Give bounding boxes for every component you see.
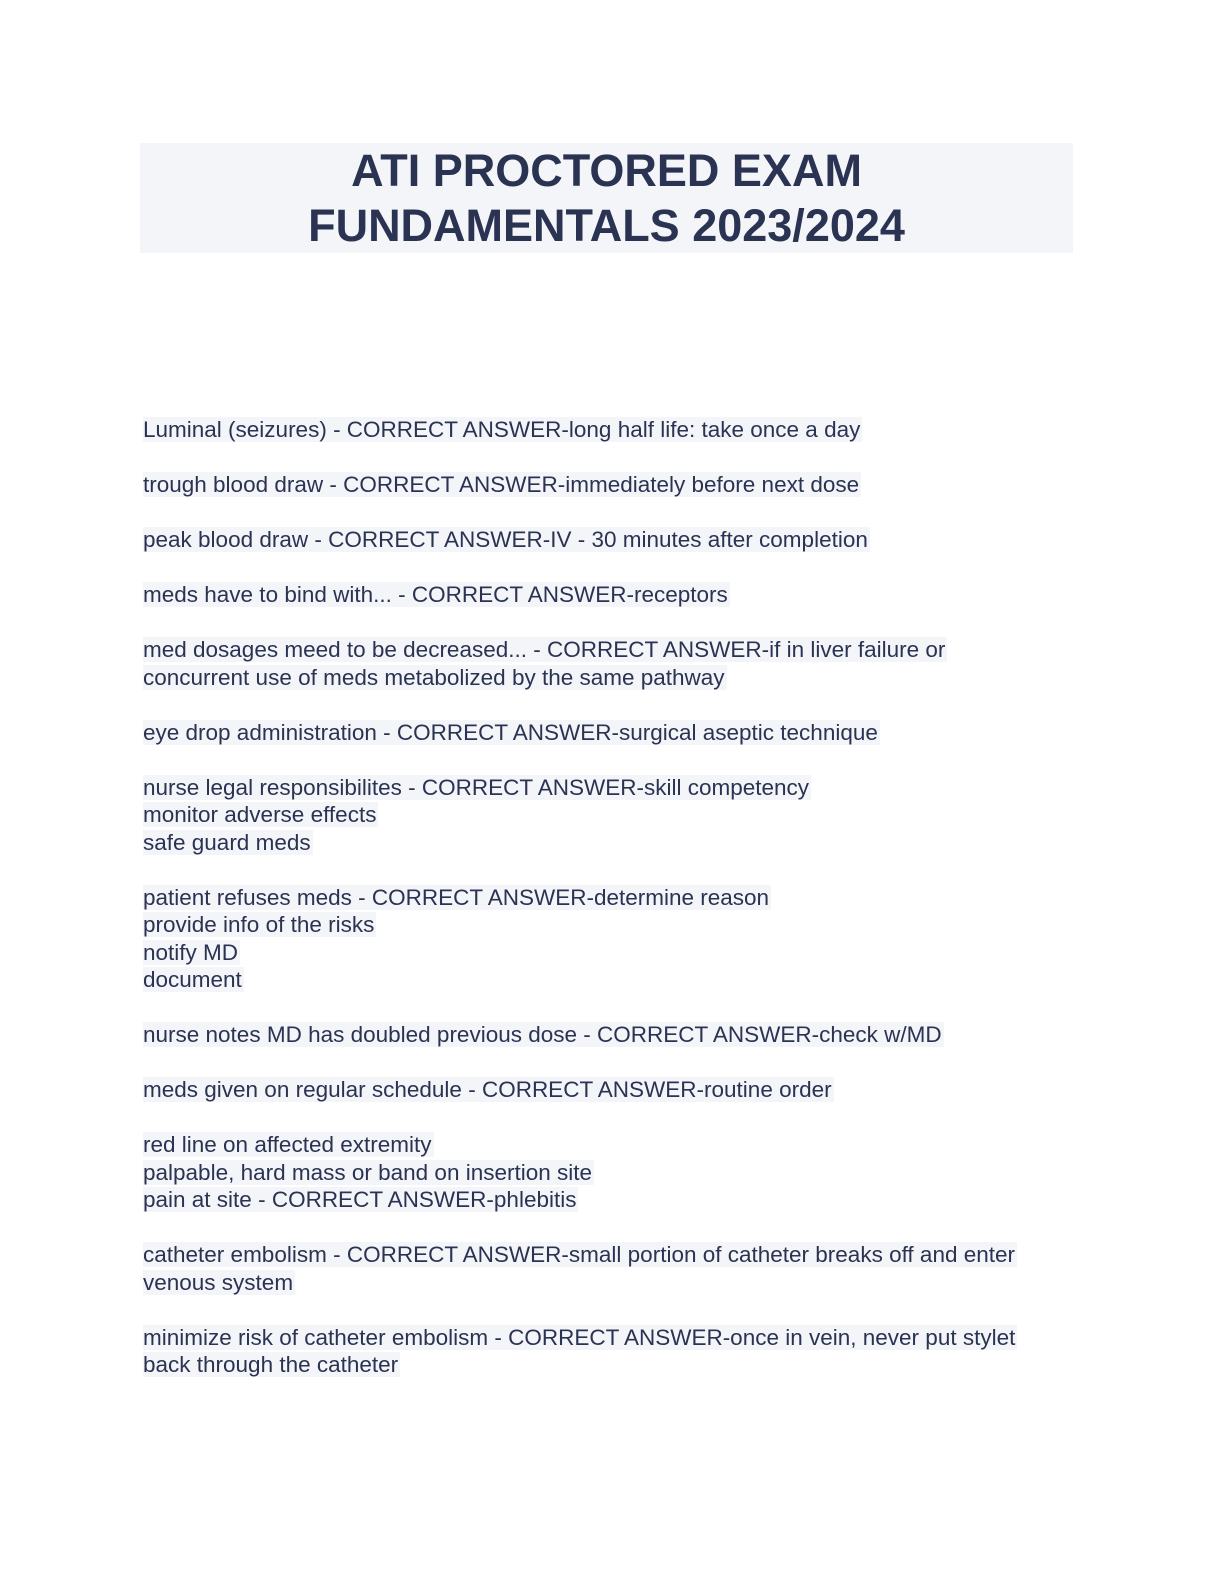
qa-line <box>143 526 1083 554</box>
qa-line <box>143 416 1083 444</box>
qa-line-text: minimize risk of catheter embolism - CORRECT ANSWER-once in vein, never put stylet <box>143 1324 1016 1350</box>
qa-line-text: safe guard meds <box>143 829 311 855</box>
qa-line-text: red line on affected extremity <box>143 1132 432 1157</box>
qa-line <box>143 471 1083 499</box>
qa-line-text: catheter embolism - CORRECT ANSWER-small portion of catheter breaks off and enter <box>143 1242 1016 1267</box>
qa-line-text: nurse notes MD has doubled previous dose - CORRECT ANSWER-check w/MD <box>143 1022 942 1047</box>
qa-line <box>143 966 1083 994</box>
qa-entry <box>143 471 1083 499</box>
qa-line <box>143 1076 1083 1104</box>
qa-line <box>143 1021 1083 1049</box>
qa-entry <box>143 416 1083 444</box>
qa-line-text: peak blood draw - CORRECT ANSWER-IV - 30 minutes after completion <box>143 527 868 552</box>
title-line-2: FUNDAMENTALS 2023/2024 <box>308 200 905 251</box>
qa-line-text: palpable, hard mass or band on insertion site <box>143 1159 593 1185</box>
qa-entry <box>143 1324 1083 1379</box>
qa-line <box>143 664 1083 692</box>
qa-line-text: meds given on regular schedule - CORRECT ANSWER-routine order <box>143 1077 832 1102</box>
qa-line <box>143 1241 1083 1269</box>
qa-line <box>143 581 1083 609</box>
qa-line <box>143 1351 1083 1379</box>
qa-entry <box>143 884 1083 994</box>
qa-list <box>143 416 1083 1406</box>
qa-line <box>143 939 1083 967</box>
qa-entry <box>143 1131 1083 1214</box>
qa-entry <box>143 1021 1083 1049</box>
qa-line <box>143 884 1083 912</box>
qa-line-text: document <box>143 967 242 992</box>
qa-line-text: venous system <box>143 1269 294 1295</box>
qa-line-text: concurrent use of meds metabolized by the same pathway <box>143 664 725 690</box>
qa-line-text: pain at site - CORRECT ANSWER-phlebitis <box>143 1187 577 1212</box>
qa-line <box>143 911 1083 939</box>
qa-entry <box>143 636 1083 691</box>
qa-line-text: notify MD <box>143 939 239 965</box>
qa-line-text: trough blood draw - CORRECT ANSWER-immediately before next dose <box>143 472 860 497</box>
qa-line-text: med dosages meed to be decreased... - CORRECT ANSWER-if in liver failure or <box>143 637 946 662</box>
qa-line <box>143 719 1083 747</box>
qa-line-text: nurse legal responsibilites - CORRECT ANSWER-skill competency <box>143 774 810 800</box>
qa-line-text: meds have to bind with... - CORRECT ANSWER-receptors <box>143 582 728 607</box>
qa-line <box>143 1131 1083 1159</box>
qa-line <box>143 1186 1083 1214</box>
qa-line <box>143 801 1083 829</box>
qa-entry <box>143 774 1083 857</box>
qa-entry <box>143 526 1083 554</box>
qa-line <box>143 829 1083 857</box>
qa-entry <box>143 581 1083 609</box>
qa-line <box>143 1324 1083 1352</box>
qa-entry <box>143 1241 1083 1296</box>
qa-entry <box>143 719 1083 747</box>
qa-line <box>143 1159 1083 1187</box>
qa-line <box>143 1269 1083 1297</box>
qa-line-text: eye drop administration - CORRECT ANSWER-surgical aseptic technique <box>143 719 878 745</box>
qa-line <box>143 636 1083 664</box>
qa-line-text: patient refuses meds - CORRECT ANSWER-determine reason <box>143 884 770 910</box>
qa-entry <box>143 1076 1083 1104</box>
document-title <box>140 143 1073 253</box>
qa-line-text: back through the catheter <box>143 1352 399 1377</box>
qa-line-text: monitor adverse effects <box>143 802 377 827</box>
qa-line <box>143 774 1083 802</box>
qa-line-text: Luminal (seizures) - CORRECT ANSWER-long half life: take once a day <box>143 417 861 442</box>
qa-line-text: provide info of the risks <box>143 912 375 937</box>
title-line-1: ATI PROCTORED EXAM <box>351 145 862 196</box>
